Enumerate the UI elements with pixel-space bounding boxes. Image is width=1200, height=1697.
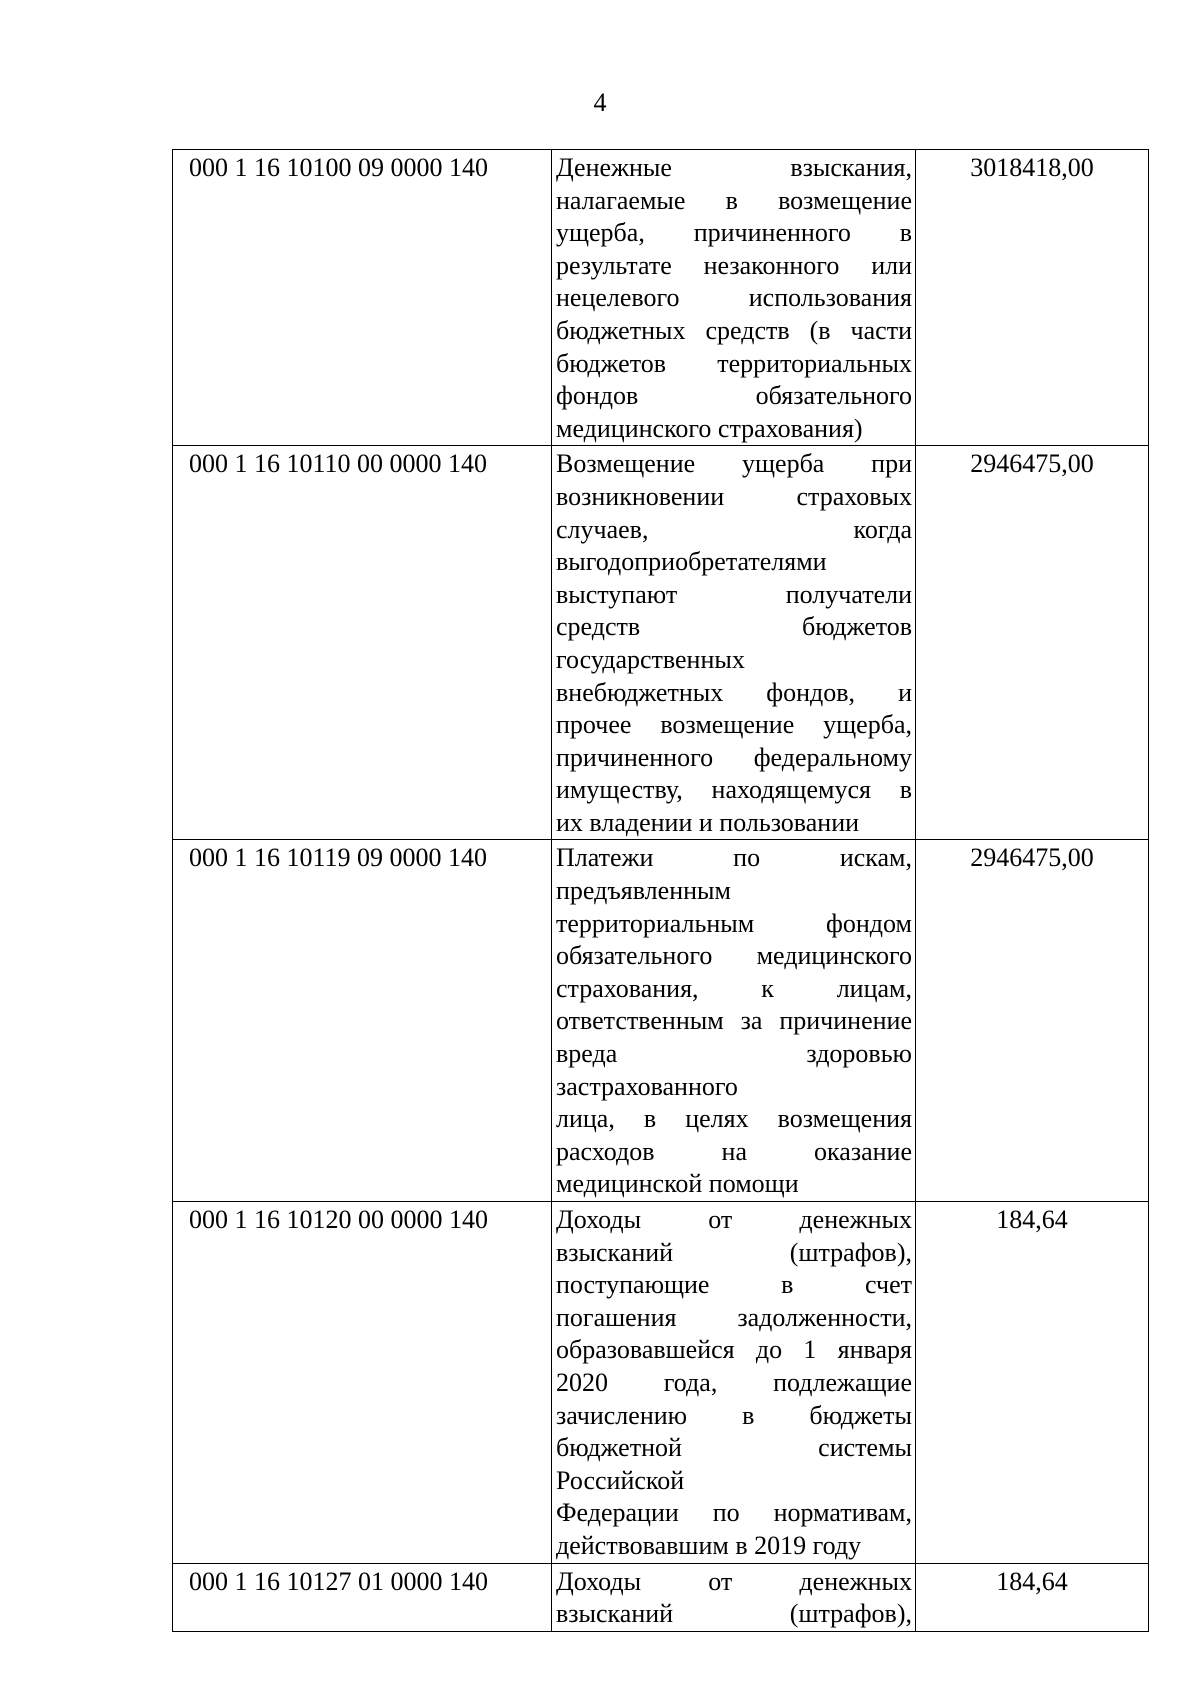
description-cell: [552, 446, 916, 840]
description-line: обязательного медицинского: [556, 941, 912, 971]
table-row: [173, 150, 1149, 446]
description-line: территориальным фондом: [556, 908, 912, 938]
description-line: внебюджетных фондов, и: [556, 677, 912, 707]
description-line: их владении и пользовании: [556, 807, 860, 837]
budget-code-cell: 000 1 16 10127 01 0000 140: [173, 1563, 552, 1631]
amount-cell: 2946475,00: [916, 446, 1149, 840]
table-row: [173, 1202, 1149, 1564]
budget-code-cell: 000 1 16 10119 09 0000 140: [173, 840, 552, 1202]
amount-cell: 3018418,00: [916, 150, 1149, 446]
description-line: ущерба, причиненного в: [556, 218, 912, 248]
description-line: образовавшейся до 1 января: [556, 1335, 912, 1365]
description-line: расходов на оказание: [556, 1136, 912, 1166]
description-line: государственных: [556, 644, 745, 674]
table-row: [173, 446, 1149, 840]
description-line: причиненного федеральному: [556, 742, 912, 772]
table-row: [173, 1563, 1149, 1631]
description-cell: [552, 840, 916, 1202]
description-line: поступающие в счет: [556, 1270, 912, 1300]
description-line: выступают получатели: [556, 579, 912, 609]
amount-cell: 184,64: [916, 1202, 1149, 1564]
budget-code-cell: 000 1 16 10110 00 0000 140: [173, 446, 552, 840]
description-line: лица, в целях возмещения: [556, 1104, 912, 1134]
description-line: возникновении страховых: [556, 481, 912, 511]
description-line: прочее возмещение ущерба,: [556, 710, 912, 740]
description-line: страхования, к лицам,: [556, 973, 912, 1003]
description-line: выгодоприобретателями: [556, 547, 827, 577]
description-line: случаев, когда: [556, 514, 912, 544]
description-line: медицинской помощи: [556, 1169, 799, 1199]
description-line: Платежи по искам,: [556, 843, 912, 873]
description-line: зачислению в бюджеты: [556, 1400, 912, 1430]
description-line: нецелевого использования: [556, 283, 912, 313]
description-cell: [552, 150, 916, 446]
description-line: погашения задолженности,: [556, 1302, 912, 1332]
description-line: Федерации по нормативам,: [556, 1498, 912, 1528]
description-line: предъявленным: [556, 876, 731, 906]
description-line: взысканий (штрафов),: [556, 1599, 912, 1629]
description-line: результате незаконного или: [556, 250, 912, 280]
description-line: бюджетов территориальных: [556, 348, 912, 378]
budget-code-cell: 000 1 16 10100 09 0000 140: [173, 150, 552, 446]
amount-cell: 2946475,00: [916, 840, 1149, 1202]
description-line: вреда здоровью застрахованного: [556, 1039, 912, 1101]
page-number: 4: [593, 88, 607, 117]
description-line: Доходы от денежных: [556, 1205, 912, 1234]
description-line: средств бюджетов: [556, 612, 912, 642]
description-line: медицинского страхования): [556, 413, 863, 443]
description-line: бюджетной системы Российской: [556, 1433, 912, 1495]
description-line: Возмещение ущерба при: [556, 449, 912, 479]
description-line: имуществу, находящемуся в: [556, 775, 912, 805]
description-line: фондов обязательного: [556, 381, 912, 411]
amount-cell: 184,64: [916, 1563, 1149, 1631]
description-cell: [552, 1563, 916, 1631]
description-line: 2020 года, подлежащие: [556, 1367, 912, 1397]
revenue-table: [172, 149, 1149, 1632]
description-line: действовавшим в 2019 году: [556, 1530, 862, 1560]
description-line: Денежные взыскания,: [556, 153, 912, 182]
table-row: [173, 840, 1149, 1202]
table-body: [173, 150, 1149, 1632]
description-line: взысканий (штрафов),: [556, 1237, 912, 1267]
budget-code-cell: 000 1 16 10120 00 0000 140: [173, 1202, 552, 1564]
description-cell: [552, 1202, 916, 1564]
description-line: бюджетных средств (в части: [556, 315, 912, 345]
description-line: налагаемые в возмещение: [556, 185, 912, 215]
description-line: Доходы от денежных: [556, 1566, 912, 1596]
description-line: ответственным за причинение: [556, 1006, 912, 1036]
